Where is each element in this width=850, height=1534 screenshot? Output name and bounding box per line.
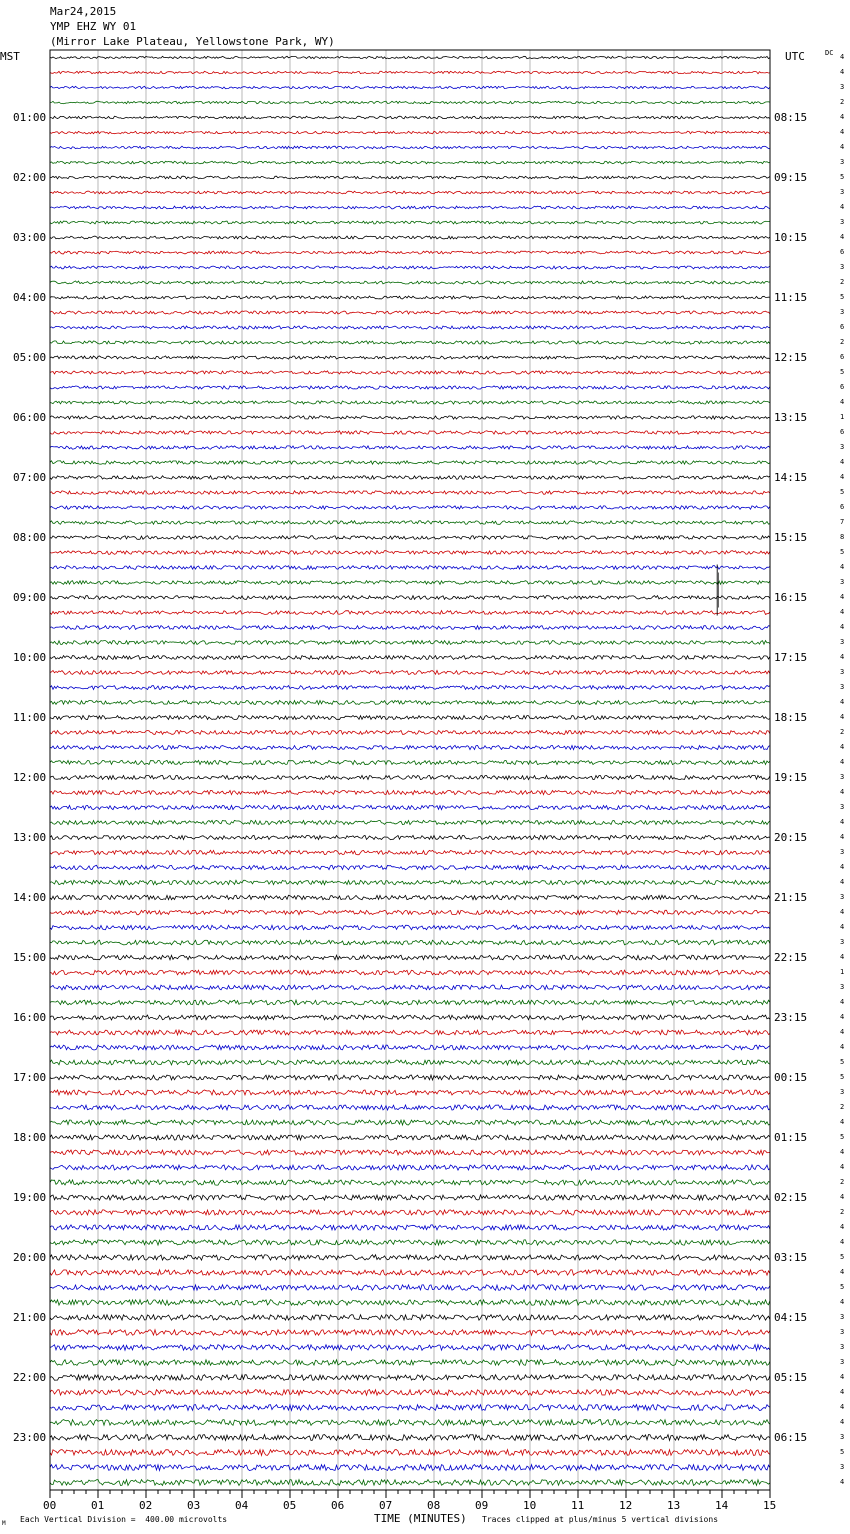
mst-hour-label: 20:00 — [13, 1250, 47, 1264]
dc-value: 4 — [840, 398, 845, 406]
dc-value: 3 — [840, 578, 845, 586]
utc-hour-label: 12:15 — [774, 350, 808, 364]
mst-hour-label: 19:00 — [13, 1190, 47, 1204]
mst-hour-label: 15:00 — [13, 950, 47, 964]
dc-value: 4 — [840, 923, 845, 931]
dc-value: 4 — [840, 593, 845, 601]
trace-row-32 — [50, 536, 770, 540]
utc-hour-label: 06:15 — [774, 1430, 808, 1444]
utc-hour-label: 03:15 — [774, 1250, 808, 1264]
trace-row-34 — [50, 566, 770, 570]
trace-row-60 — [50, 955, 770, 960]
trace-row-8 — [50, 176, 770, 179]
trace-row-40 — [50, 656, 770, 660]
trace-row-81 — [50, 1270, 770, 1275]
x-tick-label: 09 — [475, 1499, 489, 1512]
mst-hour-label: 23:00 — [13, 1430, 47, 1444]
mst-hour-label: 03:00 — [13, 230, 47, 244]
trace-row-92 — [50, 1435, 770, 1441]
dc-value: 4 — [840, 698, 845, 706]
utc-hour-label: 23:15 — [774, 1010, 808, 1024]
x-axis-label: TIME (MINUTES) — [374, 1512, 467, 1525]
dc-label: DC — [825, 49, 834, 57]
dc-value: 3 — [840, 188, 845, 196]
utc-hour-label: 19:15 — [774, 770, 808, 784]
utc-hour-label: 15:15 — [774, 530, 808, 544]
dc-value: 4 — [840, 1298, 845, 1306]
trace-row-5 — [50, 131, 770, 134]
trace-row-76 — [50, 1195, 770, 1200]
trace-row-75 — [50, 1180, 770, 1185]
trace-row-86 — [50, 1345, 770, 1351]
trace-row-82 — [50, 1285, 770, 1290]
trace-row-24 — [50, 416, 770, 419]
dc-value: 8 — [840, 533, 845, 541]
dc-value: 4 — [840, 68, 845, 76]
dc-value: 4 — [840, 1163, 845, 1171]
dc-value: 6 — [840, 248, 845, 256]
dc-value: 4 — [840, 458, 845, 466]
x-tick-label: 02 — [139, 1499, 153, 1512]
trace-row-28 — [50, 476, 770, 479]
x-tick-label: 14 — [715, 1499, 729, 1512]
dc-value: 4 — [840, 608, 845, 616]
dc-value: 5 — [840, 1058, 845, 1066]
dc-value: 4 — [840, 1373, 845, 1381]
trace-row-20 — [50, 356, 770, 359]
dc-value: 5 — [840, 548, 845, 556]
scale-text: Each Vertical Division = 400.00 microvolts — [20, 1515, 228, 1524]
dc-value: 4 — [840, 1148, 845, 1156]
utc-hour-label: 02:15 — [774, 1190, 808, 1204]
dc-value: 3 — [840, 83, 845, 91]
x-tick-label: 13 — [667, 1499, 681, 1512]
dc-value: 3 — [840, 1358, 845, 1366]
trace-row-50 — [50, 805, 770, 809]
dc-value: 4 — [840, 863, 845, 871]
trace-row-72 — [50, 1135, 770, 1140]
dc-value: 5 — [840, 488, 845, 496]
trace-row-68 — [50, 1075, 770, 1080]
right-axis-title: UTC — [785, 50, 805, 63]
dc-value: 4 — [840, 713, 845, 721]
mst-hour-label: 10:00 — [13, 650, 47, 664]
trace-row-66 — [50, 1045, 770, 1050]
dc-value: 4 — [840, 113, 845, 121]
trace-row-77 — [50, 1210, 770, 1215]
trace-row-67 — [50, 1060, 770, 1065]
utc-hour-label: 09:15 — [774, 170, 808, 184]
dc-value: 4 — [840, 1118, 845, 1126]
mst-hour-label: 21:00 — [13, 1310, 47, 1324]
trace-row-93 — [50, 1450, 770, 1456]
mst-hour-label: 18:00 — [13, 1130, 47, 1144]
trace-row-51 — [50, 820, 770, 824]
trace-row-73 — [50, 1150, 770, 1155]
utc-hour-label: 00:15 — [774, 1070, 808, 1084]
trace-row-95 — [50, 1480, 770, 1486]
x-tick-label: 08 — [427, 1499, 441, 1512]
trace-row-23 — [50, 401, 770, 404]
dc-value: 4 — [840, 1028, 845, 1036]
trace-row-38 — [50, 626, 770, 630]
utc-hour-label: 04:15 — [774, 1310, 808, 1324]
x-tick-label: 03 — [187, 1499, 201, 1512]
header-station: YMP EHZ WY 01 — [50, 20, 137, 33]
dc-value: 6 — [840, 428, 845, 436]
trace-row-43 — [50, 701, 770, 705]
dc-value: 5 — [840, 1283, 845, 1291]
trace-row-64 — [50, 1015, 770, 1020]
dc-value: 7 — [840, 518, 845, 526]
dc-value: 6 — [840, 353, 845, 361]
utc-hour-label: 14:15 — [774, 470, 808, 484]
trace-row-87 — [50, 1360, 770, 1366]
dc-value: 3 — [840, 773, 845, 781]
dc-value: 4 — [840, 743, 845, 751]
dc-value: 3 — [840, 803, 845, 811]
trace-row-70 — [50, 1105, 770, 1110]
dc-value: 4 — [840, 473, 845, 481]
dc-value: 5 — [840, 1073, 845, 1081]
dc-value: 5 — [840, 1448, 845, 1456]
trace-row-88 — [50, 1375, 770, 1381]
trace-row-78 — [50, 1225, 770, 1230]
trace-row-55 — [50, 880, 770, 884]
left-axis-title: MST — [0, 50, 20, 63]
trace-row-69 — [50, 1090, 770, 1095]
trace-row-80 — [50, 1255, 770, 1260]
mst-hour-label: 16:00 — [13, 1010, 47, 1024]
x-tick-label: 01 — [91, 1499, 105, 1512]
trace-row-15 — [50, 281, 770, 284]
dc-value: 5 — [840, 368, 845, 376]
trace-row-26 — [50, 446, 770, 449]
dc-value: 4 — [840, 788, 845, 796]
header-location: (Mirror Lake Plateau, Yellowstone Park, WY) — [50, 35, 335, 48]
trace-row-83 — [50, 1300, 770, 1306]
dc-value: 3 — [840, 443, 845, 451]
dc-value: 6 — [840, 383, 845, 391]
dc-value: 3 — [840, 983, 845, 991]
mst-hour-label: 22:00 — [13, 1370, 47, 1384]
trace-row-17 — [50, 311, 770, 314]
x-tick-label: 05 — [283, 1499, 297, 1512]
x-tick-label: 11 — [571, 1499, 585, 1512]
mst-hour-label: 13:00 — [13, 830, 47, 844]
dc-value: 3 — [840, 1343, 845, 1351]
dc-value: 3 — [840, 668, 845, 676]
dc-value: 3 — [840, 218, 845, 226]
dc-value: 1 — [840, 413, 845, 421]
dc-value: 4 — [840, 1238, 845, 1246]
dc-value: 4 — [840, 818, 845, 826]
trace-row-22 — [50, 386, 770, 389]
trace-row-52 — [50, 835, 770, 839]
trace-row-45 — [50, 731, 770, 735]
dc-value: 4 — [840, 233, 845, 241]
mst-hour-label: 05:00 — [13, 350, 47, 364]
dc-value: 4 — [840, 1193, 845, 1201]
x-tick-label: 15 — [763, 1499, 777, 1512]
dc-value: 3 — [840, 1328, 845, 1336]
dc-value: 4 — [840, 143, 845, 151]
trace-row-90 — [50, 1405, 770, 1411]
dc-value: 3 — [840, 263, 845, 271]
mst-hour-label: 06:00 — [13, 410, 47, 424]
utc-hour-label: 13:15 — [774, 410, 808, 424]
trace-row-94 — [50, 1465, 770, 1471]
trace-row-71 — [50, 1120, 770, 1125]
trace-row-6 — [50, 146, 770, 149]
trace-row-27 — [50, 461, 770, 464]
trace-row-37 — [50, 611, 770, 615]
clip-note: Traces clipped at plus/minus 5 vertical divisions — [482, 1515, 719, 1524]
trace-row-16 — [50, 296, 770, 299]
mst-hour-label: 04:00 — [13, 290, 47, 304]
dc-value: 4 — [840, 1268, 845, 1276]
trace-row-12 — [50, 236, 770, 239]
dc-value: 4 — [840, 908, 845, 916]
trace-row-2 — [50, 86, 770, 88]
dc-value: 3 — [840, 308, 845, 316]
trace-row-30 — [50, 506, 770, 510]
trace-row-42 — [50, 686, 770, 690]
utc-hour-label: 16:15 — [774, 590, 808, 604]
trace-row-3 — [50, 101, 770, 104]
trace-row-7 — [50, 161, 770, 164]
trace-row-21 — [50, 371, 770, 374]
trace-row-25 — [50, 431, 770, 434]
x-tick-label: 06 — [331, 1499, 345, 1512]
dc-value: 3 — [840, 848, 845, 856]
dc-value: 4 — [840, 203, 845, 211]
trace-row-59 — [50, 940, 770, 945]
dc-value: 2 — [840, 98, 845, 106]
trace-row-1 — [50, 71, 770, 73]
dc-value: 4 — [840, 1013, 845, 1021]
trace-row-33 — [50, 551, 770, 555]
mst-hour-label: 07:00 — [13, 470, 47, 484]
trace-row-36 — [50, 596, 770, 600]
utc-hour-label: 17:15 — [774, 650, 808, 664]
utc-hour-label: 21:15 — [774, 890, 808, 904]
mst-hour-label: 08:00 — [13, 530, 47, 544]
dc-value: 6 — [840, 503, 845, 511]
mst-hour-label: 12:00 — [13, 770, 47, 784]
trace-row-41 — [50, 671, 770, 675]
dc-value: 4 — [840, 998, 845, 1006]
dc-value: 5 — [840, 1253, 845, 1261]
dc-value: 2 — [840, 1178, 845, 1186]
trace-row-58 — [50, 925, 770, 930]
trace-row-11 — [50, 221, 770, 224]
trace-row-35 — [50, 581, 770, 585]
trace-row-4 — [50, 116, 770, 119]
trace-row-9 — [50, 191, 770, 194]
mst-hour-label: 11:00 — [13, 710, 47, 724]
dc-value: 4 — [840, 1043, 845, 1051]
utc-hour-label: 05:15 — [774, 1370, 808, 1384]
dc-value: 4 — [840, 563, 845, 571]
dc-value: 2 — [840, 1103, 845, 1111]
dc-value: 3 — [840, 938, 845, 946]
trace-row-62 — [50, 985, 770, 990]
dc-value: 2 — [840, 338, 845, 346]
utc-hour-label: 01:15 — [774, 1130, 808, 1144]
utc-hour-label: 18:15 — [774, 710, 808, 724]
dc-value: 5 — [840, 173, 845, 181]
trace-row-10 — [50, 206, 770, 209]
x-tick-label: 10 — [523, 1499, 537, 1512]
x-tick-label: 00 — [43, 1499, 57, 1512]
trace-row-56 — [50, 895, 770, 899]
dc-value: 3 — [840, 1463, 845, 1471]
dc-value: 3 — [840, 638, 845, 646]
trace-row-84 — [50, 1315, 770, 1321]
utc-hour-label: 20:15 — [774, 830, 808, 844]
trace-row-47 — [50, 760, 770, 764]
header-date: Mar24,2015 — [50, 5, 117, 18]
trace-row-53 — [50, 850, 770, 854]
dc-value: 4 — [840, 1223, 845, 1231]
dc-value: 4 — [840, 1403, 845, 1411]
trace-row-0 — [50, 56, 770, 58]
trace-row-54 — [50, 865, 770, 869]
trace-row-63 — [50, 1000, 770, 1005]
dc-value: 3 — [840, 1433, 845, 1441]
dc-value: 1 — [840, 968, 845, 976]
dc-value: 3 — [840, 1313, 845, 1321]
x-tick-label: 12 — [619, 1499, 633, 1512]
x-tick-label: 04 — [235, 1499, 249, 1512]
trace-row-46 — [50, 745, 770, 749]
dc-value: 3 — [840, 893, 845, 901]
dc-value: 4 — [840, 653, 845, 661]
mst-hour-label: 09:00 — [13, 590, 47, 604]
dc-value: 6 — [840, 323, 845, 331]
dc-value: 4 — [840, 128, 845, 136]
utc-hour-label: 08:15 — [774, 110, 808, 124]
utc-hour-label: 10:15 — [774, 230, 808, 244]
trace-row-49 — [50, 790, 770, 794]
dc-value: 2 — [840, 728, 845, 736]
dc-value: 4 — [840, 758, 845, 766]
trace-row-85 — [50, 1330, 770, 1336]
trace-row-19 — [50, 341, 770, 344]
dc-value: 4 — [840, 623, 845, 631]
trace-row-48 — [50, 775, 770, 779]
dc-value: 3 — [840, 683, 845, 691]
dc-value: 3 — [840, 1088, 845, 1096]
trace-row-39 — [50, 641, 770, 645]
dc-value: 4 — [840, 953, 845, 961]
trace-row-91 — [50, 1420, 770, 1426]
trace-row-57 — [50, 910, 770, 915]
trace-row-44 — [50, 716, 770, 720]
dc-value: 4 — [840, 53, 845, 61]
mst-hour-label: 17:00 — [13, 1070, 47, 1084]
x-tick-label: 07 — [379, 1499, 393, 1512]
dc-value: 4 — [840, 1478, 845, 1486]
trace-row-18 — [50, 326, 770, 329]
dc-value: 5 — [840, 1133, 845, 1141]
trace-row-74 — [50, 1165, 770, 1170]
dc-value: 4 — [840, 833, 845, 841]
trace-row-65 — [50, 1030, 770, 1035]
trace-row-61 — [50, 970, 770, 975]
trace-row-31 — [50, 521, 770, 525]
utc-hour-label: 22:15 — [774, 950, 808, 964]
trace-row-13 — [50, 251, 770, 254]
dc-value: 4 — [840, 1418, 845, 1426]
trace-row-29 — [50, 491, 770, 494]
dc-value: 5 — [840, 293, 845, 301]
utc-hour-label: 11:15 — [774, 290, 808, 304]
scale-mark: M — [2, 1520, 6, 1527]
trace-row-14 — [50, 266, 770, 269]
trace-row-79 — [50, 1240, 770, 1245]
dc-value: 4 — [840, 1388, 845, 1396]
dc-value: 2 — [840, 278, 845, 286]
mst-hour-label: 01:00 — [13, 110, 47, 124]
trace-row-89 — [50, 1390, 770, 1396]
mst-hour-label: 02:00 — [13, 170, 47, 184]
dc-value: 2 — [840, 1208, 845, 1216]
mst-hour-label: 14:00 — [13, 890, 47, 904]
dc-value: 4 — [840, 878, 845, 886]
dc-value: 3 — [840, 158, 845, 166]
